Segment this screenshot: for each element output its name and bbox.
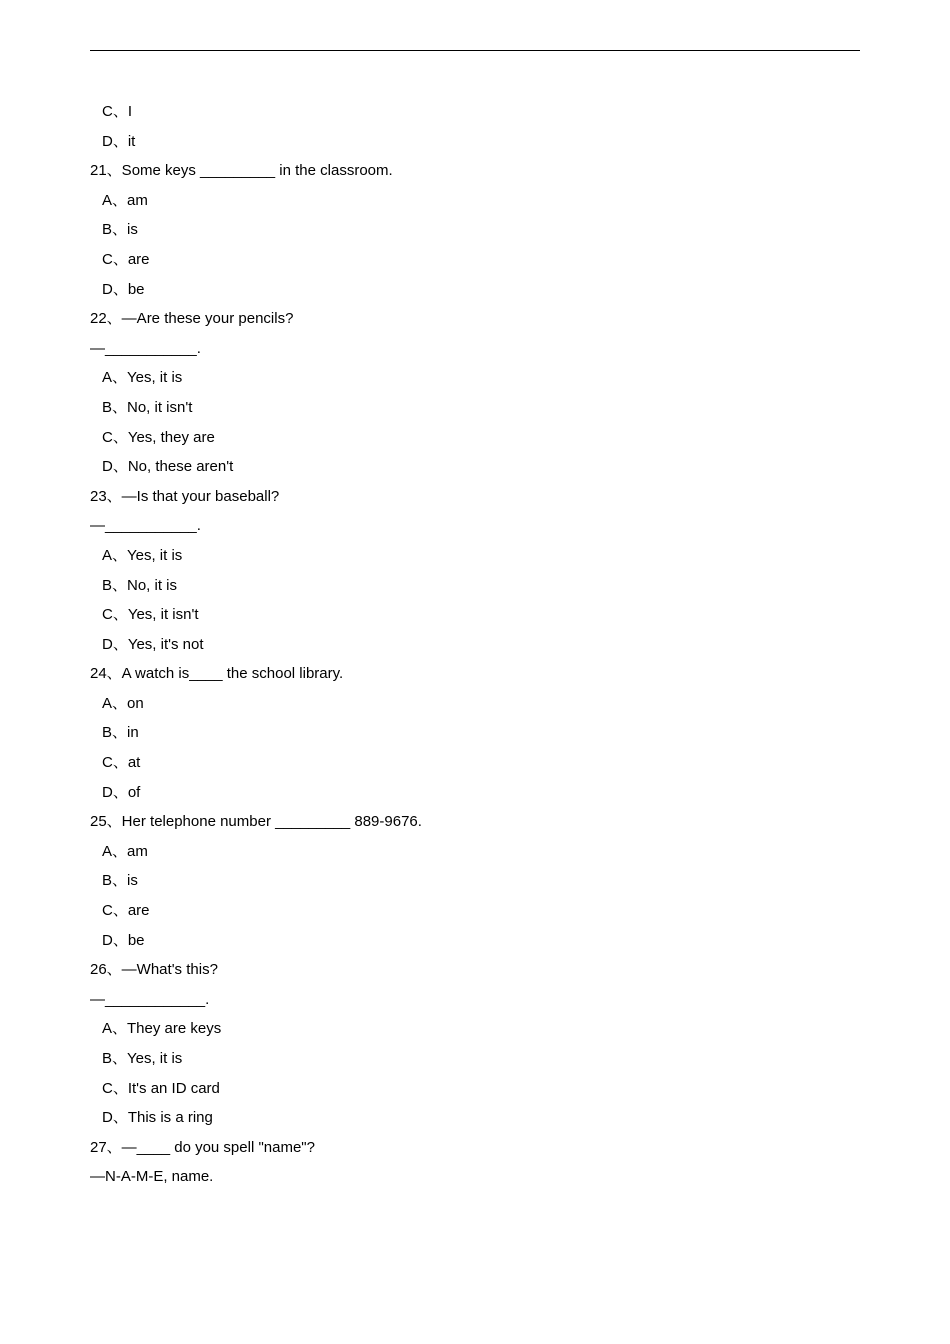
question-22-option-b: B、No, it isn't	[102, 398, 193, 416]
question-22-option-d: D、No, these aren't	[102, 458, 234, 476]
question-22: 22、—Are these your pencils?	[90, 310, 294, 328]
question-26-answer-blank: —____________.	[90, 990, 210, 1008]
question-24-option-b: B、in	[102, 724, 139, 742]
question-24-option-d: D、of	[102, 783, 141, 801]
question-23-option-d: D、Yes, it's not	[102, 635, 204, 653]
question-21-option-b: B、is	[102, 221, 138, 239]
question-27-answer: —N-A-M-E, name.	[90, 1168, 214, 1186]
question-22-option-a: A、Yes, it is	[102, 369, 183, 387]
question-list	[90, 97, 860, 1192]
question-23-option-c: C、Yes, it isn't	[102, 606, 199, 624]
question-23: 23、—Is that your baseball?	[90, 487, 280, 505]
question-27: 27、—____ do you spell "name"?	[90, 1138, 315, 1156]
question-26-option-c: C、It's an ID card	[102, 1079, 220, 1097]
question-26: 26、—What's this?	[90, 961, 218, 979]
question-23-option-b: B、No, it is	[102, 576, 178, 594]
question-25-option-a: A、am	[102, 842, 148, 860]
question-23-answer-blank: —___________.	[90, 517, 201, 535]
question-21-option-d: D、be	[102, 280, 145, 298]
question-21: 21、Some keys _________ in the classroom.	[90, 162, 393, 180]
question-26-option-b: B、Yes, it is	[102, 1050, 183, 1067]
question-25-option-c: C、are	[102, 902, 150, 920]
option-d: D、it	[102, 132, 136, 150]
header-rule	[90, 50, 860, 51]
question-21-option-c: C、are	[102, 250, 150, 268]
option-c: C、I	[102, 103, 133, 120]
question-24-option-a: A、on	[102, 694, 144, 712]
question-25: 25、Her telephone number _________ 889-9676.	[90, 813, 422, 831]
question-23-option-a: A、Yes, it is	[102, 546, 183, 564]
question-26-option-a: A、They are keys	[102, 1020, 222, 1038]
question-22-option-c: C、Yes, they are	[102, 428, 215, 446]
question-25-option-d: D、be	[102, 931, 145, 949]
question-24-option-c: C、at	[102, 754, 141, 772]
question-21-option-a: A、am	[102, 191, 148, 209]
question-22-answer-blank: —___________.	[90, 339, 201, 357]
question-24: 24、A watch is____ the school library.	[90, 665, 344, 683]
question-25-option-b: B、is	[102, 872, 138, 890]
question-26-option-d: D、This is a ring	[102, 1109, 213, 1127]
